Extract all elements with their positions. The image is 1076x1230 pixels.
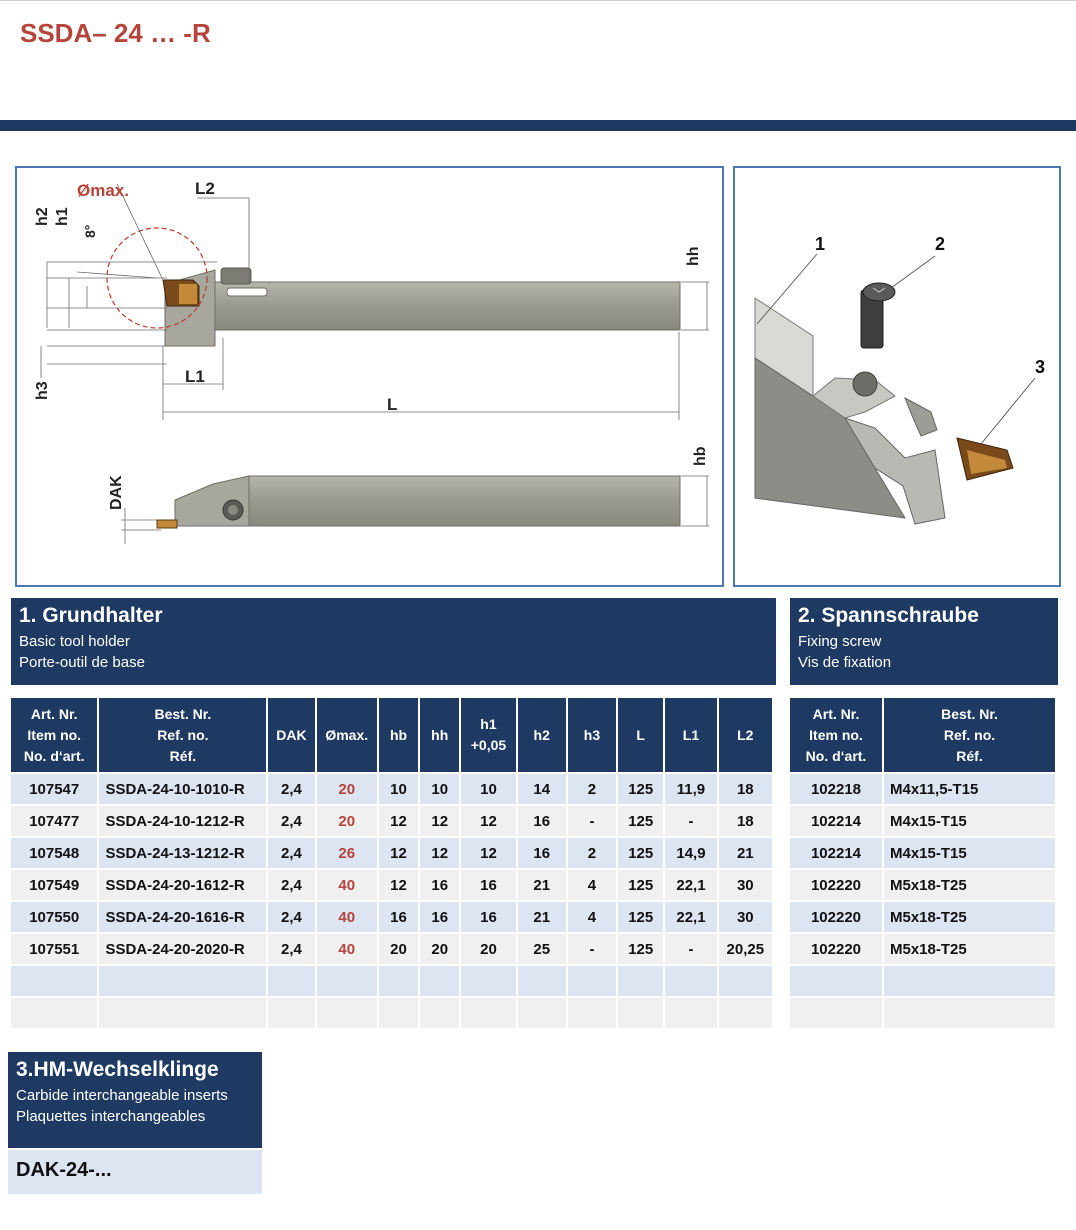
table-cell: 20 (317, 774, 377, 804)
table-row (11, 966, 772, 996)
screw-header-line: No. d‘art. (805, 747, 867, 764)
holder-header-h2 (518, 698, 566, 772)
table-cell (379, 998, 418, 1028)
table-cell: 14,9 (665, 838, 716, 868)
table-cell: 25 (518, 934, 566, 964)
table-cell: 102220 (790, 934, 882, 964)
table-cell: 12 (379, 870, 418, 900)
holder-header-line: L2 (737, 726, 754, 743)
table-cell (665, 998, 716, 1028)
table-cell: 16 (461, 902, 515, 932)
table-cell: 2,4 (268, 774, 314, 804)
table-cell: 102214 (790, 838, 882, 868)
table-cell: SSDA-24-10-1010-R (99, 774, 266, 804)
table-cell: 21 (518, 902, 566, 932)
holder-header-line: No. d‘art. (23, 747, 85, 764)
table-cell: 12 (461, 838, 515, 868)
screw-header-line: Art. Nr. (812, 705, 860, 722)
table-cell: 20,25 (719, 934, 772, 964)
angle-label: 8° (82, 224, 98, 238)
table-cell: 2 (568, 774, 616, 804)
table-cell (884, 998, 1055, 1028)
table-cell: 2,4 (268, 870, 314, 900)
screw-header-ref-no (884, 698, 1055, 772)
screw-heading: 2. Spannschraube (798, 604, 979, 627)
holder-header-dak (268, 698, 314, 772)
table-row (11, 806, 772, 836)
table-cell: 102218 (790, 774, 882, 804)
table-cell (461, 998, 515, 1028)
table-cell: - (568, 934, 616, 964)
table-cell (99, 998, 266, 1028)
table-cell (719, 966, 772, 996)
table-cell (99, 966, 266, 996)
table-cell (420, 998, 459, 1028)
exploded-view-panel (733, 166, 1061, 587)
table-cell: 125 (618, 870, 663, 900)
holder-header-hb (379, 698, 418, 772)
dak-label: DAK (108, 475, 125, 510)
holder-header-line: Ref. no. (157, 726, 209, 743)
holder-header-line: Item no. (27, 726, 82, 743)
table-cell: 16 (420, 870, 459, 900)
holder-subheading-fr: Porte-outil de base (19, 654, 145, 671)
table-cell: 20 (379, 934, 418, 964)
table-cell: 10 (461, 774, 515, 804)
table-cell: M4x15-T15 (884, 838, 1055, 868)
table-cell: M5x18-T25 (884, 870, 1055, 900)
table-cell: 12 (420, 838, 459, 868)
table-cell: 2,4 (268, 806, 314, 836)
holder-subheading-en: Basic tool holder (19, 633, 130, 650)
table-cell: M4x11,5-T15 (884, 774, 1055, 804)
table-row (790, 998, 1055, 1028)
table-cell: 40 (317, 870, 377, 900)
table-cell: - (568, 806, 616, 836)
table-row (11, 870, 772, 900)
table-cell: 107551 (11, 934, 97, 964)
screw-section-header (790, 598, 1058, 685)
screw-subheading-en: Fixing screw (798, 633, 882, 650)
table-cell: SSDA-24-20-1612-R (99, 870, 266, 900)
screw-table (788, 696, 1057, 1030)
table-cell: 11,9 (665, 774, 716, 804)
table-row (11, 934, 772, 964)
table-row (11, 998, 772, 1028)
table-cell: 22,1 (665, 902, 716, 932)
table-cell: 16 (518, 806, 566, 836)
table-cell (379, 966, 418, 996)
table-cell (568, 998, 616, 1028)
table-cell: 125 (618, 806, 663, 836)
hh-label: hh (685, 246, 702, 266)
holder-header-hh (420, 698, 459, 772)
table-cell: 21 (719, 838, 772, 868)
table-cell: 26 (317, 838, 377, 868)
table-cell (618, 966, 663, 996)
screw-header-line: Réf. (956, 747, 983, 764)
insert-subheading-fr: Plaquettes interchangeables (16, 1108, 206, 1125)
holder-heading: 1. Grundhalter (19, 604, 163, 627)
table-cell: 16 (379, 902, 418, 932)
callout-3: 3 (1035, 357, 1046, 377)
table-cell (790, 966, 882, 996)
holder-header-line: Best. Nr. (154, 705, 212, 722)
insert-3d (957, 438, 1013, 480)
table-cell: 18 (719, 774, 772, 804)
table-cell: 18 (719, 806, 772, 836)
callout-1: 1 (815, 234, 826, 254)
table-cell (518, 998, 566, 1028)
table-cell: 14 (518, 774, 566, 804)
table-cell (268, 966, 314, 996)
omax-label: Ømax. (77, 181, 129, 200)
table-cell: M4x15-T15 (884, 806, 1055, 836)
screw-header-item-no (790, 698, 882, 772)
table-cell: 125 (618, 838, 663, 868)
table-cell: M5x18-T25 (884, 934, 1055, 964)
table-row (11, 774, 772, 804)
l1-label: L1 (185, 367, 205, 386)
page-title: SSDA– 24 … -R (20, 18, 211, 48)
table-cell: - (665, 806, 716, 836)
holder-header-line: h1 (480, 716, 497, 732)
table-row (790, 902, 1055, 932)
table-cell: 20 (420, 934, 459, 964)
holder-header-line: hh (431, 726, 449, 743)
table-cell (884, 966, 1055, 996)
table-cell: M5x18-T25 (884, 902, 1055, 932)
screw-header-line: Item no. (809, 726, 863, 743)
holder-body-3d (755, 298, 945, 524)
table-row (11, 838, 772, 868)
holder-header-ref-no (99, 698, 266, 772)
table-cell: 102220 (790, 870, 882, 900)
holder-header-item-no (11, 698, 97, 772)
table-cell: - (665, 934, 716, 964)
holder-header-line: Réf. (169, 747, 197, 764)
dimension-drawing (17, 168, 722, 585)
holder-header-l (618, 698, 663, 772)
insert-heading: 3.HM-Wechselklinge (16, 1058, 219, 1081)
table-cell: 2,4 (268, 838, 314, 868)
holder-header-line: Art. Nr. (30, 705, 78, 722)
holder-header-line: h3 (583, 726, 601, 743)
table-cell (719, 998, 772, 1028)
table-row (790, 966, 1055, 996)
table-row (11, 902, 772, 932)
holder-header-h3 (568, 698, 616, 772)
table-cell (11, 966, 97, 996)
table-cell: 22,1 (665, 870, 716, 900)
table-cell (11, 998, 97, 1028)
screw-header-line: Ref. no. (943, 726, 996, 743)
h3-label: h3 (34, 381, 51, 400)
table-cell: 2,4 (268, 934, 314, 964)
holder-header-line: +0,05 (470, 737, 507, 753)
holder-side-view (157, 476, 680, 528)
table-cell: SSDA-24-20-2020-R (99, 934, 266, 964)
table-row (790, 774, 1055, 804)
table-cell: 30 (719, 870, 772, 900)
holder-header-line: DAK (276, 726, 307, 743)
top-rule (0, 0, 1076, 1)
l-label: L (387, 395, 398, 414)
callout-2: 2 (935, 234, 946, 254)
table-cell (420, 966, 459, 996)
table-cell: 10 (420, 774, 459, 804)
table-cell: 40 (317, 902, 377, 932)
table-cell: 4 (568, 902, 616, 932)
table-row (790, 934, 1055, 964)
h2-label: h2 (34, 207, 51, 226)
holder-header-line: Ømax. (325, 726, 369, 743)
table-cell (317, 998, 377, 1028)
holder-header-line: hb (389, 726, 408, 743)
table-cell: 12 (461, 806, 515, 836)
holder-header-line: L1 (682, 726, 700, 743)
holder-header-h1 (461, 698, 515, 772)
holder-header-omax (317, 698, 377, 772)
table-cell (268, 998, 314, 1028)
table-cell: 107547 (11, 774, 97, 804)
table-cell (568, 966, 616, 996)
dimension-drawing-panel (15, 166, 724, 587)
table-cell: 21 (518, 870, 566, 900)
l2-label: L2 (195, 179, 215, 198)
holder-header-l1 (665, 698, 716, 772)
table-cell: 16 (518, 838, 566, 868)
table-cell: 20 (317, 806, 377, 836)
table-cell: 102214 (790, 806, 882, 836)
table-cell (518, 966, 566, 996)
table-cell: 16 (461, 870, 515, 900)
screw-header-line: Best. Nr. (941, 705, 998, 722)
holder-header-l2 (719, 698, 772, 772)
table-cell: 2,4 (268, 902, 314, 932)
table-cell: 125 (618, 774, 663, 804)
table-cell (790, 998, 882, 1028)
table-cell: 2 (568, 838, 616, 868)
holder-top-view (107, 228, 680, 346)
screw-3d (861, 283, 895, 348)
table-cell: 125 (618, 934, 663, 964)
table-cell: 4 (568, 870, 616, 900)
table-cell: 107549 (11, 870, 97, 900)
table-cell: 40 (317, 934, 377, 964)
insert-code: DAK-24-... (8, 1150, 262, 1194)
table-row (790, 870, 1055, 900)
insert-section-header (8, 1052, 262, 1148)
table-cell: 12 (379, 806, 418, 836)
table-cell: 125 (618, 902, 663, 932)
table-row (790, 838, 1055, 868)
holder-table (9, 696, 774, 1030)
table-cell: 107548 (11, 838, 97, 868)
table-cell: 16 (420, 902, 459, 932)
holder-section-header (11, 598, 776, 685)
table-cell: 12 (379, 838, 418, 868)
table-cell (461, 966, 515, 996)
table-cell: 12 (420, 806, 459, 836)
table-cell: 20 (461, 934, 515, 964)
table-cell (618, 998, 663, 1028)
table-cell: 107477 (11, 806, 97, 836)
exploded-view (735, 168, 1059, 585)
h1-label: h1 (54, 207, 71, 226)
table-cell: SSDA-24-10-1212-R (99, 806, 266, 836)
table-cell: 102220 (790, 902, 882, 932)
table-cell (317, 966, 377, 996)
holder-header-line: h2 (533, 726, 550, 743)
insert-subheading-en: Carbide interchangeable inserts (16, 1087, 228, 1104)
table-cell: 10 (379, 774, 418, 804)
table-cell: SSDA-24-13-1212-R (99, 838, 266, 868)
table-cell (665, 966, 716, 996)
table-row (790, 806, 1055, 836)
table-cell: SSDA-24-20-1616-R (99, 902, 266, 932)
screw-subheading-fr: Vis de fixation (798, 654, 892, 671)
holder-header-line: L (636, 726, 645, 743)
hb-label: hb (692, 446, 709, 466)
header-divider (0, 120, 1076, 131)
table-cell: 30 (719, 902, 772, 932)
table-cell: 107550 (11, 902, 97, 932)
